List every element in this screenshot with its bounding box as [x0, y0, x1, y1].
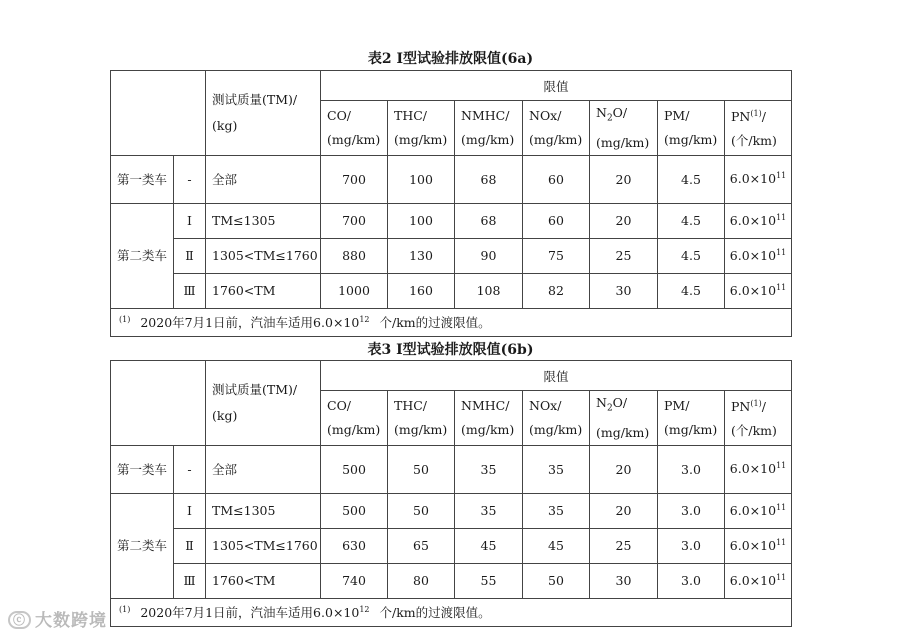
class1-label: 第一类车 — [111, 155, 174, 203]
value-cell: 700 — [321, 155, 388, 203]
value-cell: 45 — [523, 528, 590, 563]
value-cell: $6.0\times 10^{11}$ — [725, 238, 792, 273]
corner-cell — [111, 361, 206, 446]
tm-header: 测试质量(TM)/ (kg) — [206, 71, 321, 156]
value-cell: $6.0\times 10^{11}$ — [725, 155, 792, 203]
level-cell: - — [174, 155, 206, 203]
value-cell: 130 — [388, 238, 455, 273]
value-cell: 50 — [523, 563, 590, 598]
value-cell: 65 — [388, 528, 455, 563]
level-cell: Ⅲ — [174, 273, 206, 308]
class2-label: 第二类车 — [111, 203, 174, 308]
value-cell: 3.0 — [658, 528, 725, 563]
value-cell: 60 — [523, 155, 590, 203]
table-row — [111, 273, 792, 308]
value-cell: 90 — [455, 238, 523, 273]
pollutant-header-nox: NOx/ (mg/km) — [523, 391, 590, 446]
value-cell: 45 — [455, 528, 523, 563]
value-cell: 4.5 — [658, 273, 725, 308]
value-cell: 630 — [321, 528, 388, 563]
pollutant-header-n2o: $N_2O/$ (mg/km) — [590, 101, 658, 156]
pollutant-header-co: CO/ (mg/km) — [321, 101, 388, 156]
value-cell: 20 — [590, 493, 658, 528]
value-cell: 68 — [455, 203, 523, 238]
value-cell: 100 — [388, 155, 455, 203]
pollutant-header-pm: PM/ (mg/km) — [658, 391, 725, 446]
class2-label: 第二类车 — [111, 493, 174, 598]
value-cell: 500 — [321, 493, 388, 528]
value-cell: 4.5 — [658, 238, 725, 273]
value-cell: 35 — [523, 493, 590, 528]
emission-limits-table-6a — [110, 70, 792, 337]
pollutant-header-pn: PN$^{(1)}$/ (个/km) — [725, 101, 792, 156]
table-row — [111, 203, 792, 238]
value-cell: $6.0\times 10^{11}$ — [725, 445, 792, 493]
value-cell: 60 — [523, 203, 590, 238]
corner-cell — [111, 71, 206, 156]
value-cell: 700 — [321, 203, 388, 238]
value-cell: 55 — [455, 563, 523, 598]
value-cell: 20 — [590, 155, 658, 203]
footnote-row — [111, 308, 792, 336]
value-cell: 3.0 — [658, 493, 725, 528]
value-cell: 25 — [590, 528, 658, 563]
tm-cell: 1760<TM — [206, 273, 321, 308]
value-cell: 108 — [455, 273, 523, 308]
value-cell: 50 — [388, 493, 455, 528]
value-cell: 25 — [590, 238, 658, 273]
footnote: $^{(1)}$ 2020年7月1日前，汽油车适用$6.0\times 10^{12}$ 个/km的过渡限值。 — [111, 598, 792, 626]
tm-cell: TM≤1305 — [206, 493, 321, 528]
pollutant-header-nmhc: NMHC/ (mg/km) — [455, 101, 523, 156]
table-row — [111, 445, 792, 493]
table-row — [111, 563, 792, 598]
table-caption: 表2 Ⅰ型试验排放限值(6a) — [367, 51, 534, 67]
value-cell: 35 — [455, 493, 523, 528]
value-cell: 82 — [523, 273, 590, 308]
footnote: $^{(1)}$ 2020年7月1日前，汽油车适用$6.0\times 10^{12}$ 个/km的过渡限值。 — [111, 308, 792, 336]
pollutant-header-nmhc: NMHC/ (mg/km) — [455, 391, 523, 446]
value-cell: 35 — [455, 445, 523, 493]
value-cell: 30 — [590, 563, 658, 598]
watermark-text: 大数跨境 — [35, 611, 108, 631]
pollutant-header-thc: THC/ (mg/km) — [388, 101, 455, 156]
value-cell: 160 — [388, 273, 455, 308]
pollutant-header-pn: PN$^{(1)}$/ (个/km) — [725, 391, 792, 446]
value-cell: 500 — [321, 445, 388, 493]
value-cell: $6.0\times 10^{11}$ — [725, 528, 792, 563]
tm-cell: 1305<TM≤1760 — [206, 238, 321, 273]
emission-limits-table-6b — [110, 360, 792, 627]
value-cell: 75 — [523, 238, 590, 273]
tm-cell: 全部 — [206, 155, 321, 203]
table-row — [111, 238, 792, 273]
pollutant-header-nox: NOx/ (mg/km) — [523, 101, 590, 156]
value-cell: 20 — [590, 445, 658, 493]
tm-cell: 全部 — [206, 445, 321, 493]
value-cell: 20 — [590, 203, 658, 238]
watermark — [8, 606, 107, 631]
level-cell: - — [174, 445, 206, 493]
value-cell: 3.0 — [658, 445, 725, 493]
tm-cell: 1760<TM — [206, 563, 321, 598]
watermark-logo-icon: ⓒ — [8, 611, 31, 629]
value-cell: 30 — [590, 273, 658, 308]
level-cell: Ⅰ — [174, 203, 206, 238]
value-cell: 35 — [523, 445, 590, 493]
value-cell: 80 — [388, 563, 455, 598]
pollutant-header-co: CO/ (mg/km) — [321, 391, 388, 446]
level-cell: Ⅱ — [174, 238, 206, 273]
tm-cell: TM≤1305 — [206, 203, 321, 238]
value-cell: 50 — [388, 445, 455, 493]
value-cell: $6.0\times 10^{11}$ — [725, 563, 792, 598]
table-row — [111, 493, 792, 528]
value-cell: $6.0\times 10^{11}$ — [725, 273, 792, 308]
value-cell: 740 — [321, 563, 388, 598]
value-cell: $6.0\times 10^{11}$ — [725, 493, 792, 528]
limits-header: 限值 — [321, 71, 792, 101]
value-cell: 3.0 — [658, 563, 725, 598]
value-cell: 4.5 — [658, 155, 725, 203]
table-row — [111, 528, 792, 563]
tm-cell: 1305<TM≤1760 — [206, 528, 321, 563]
value-cell: 880 — [321, 238, 388, 273]
level-cell: Ⅲ — [174, 563, 206, 598]
value-cell: 68 — [455, 155, 523, 203]
level-cell: Ⅱ — [174, 528, 206, 563]
value-cell: 1000 — [321, 273, 388, 308]
value-cell: 100 — [388, 203, 455, 238]
limits-header: 限值 — [321, 361, 792, 391]
table-caption: 表3 Ⅰ型试验排放限值(6b) — [367, 342, 534, 358]
value-cell: $6.0\times 10^{11}$ — [725, 203, 792, 238]
class1-label: 第一类车 — [111, 445, 174, 493]
pollutant-header-pm: PM/ (mg/km) — [658, 101, 725, 156]
value-cell: 4.5 — [658, 203, 725, 238]
level-cell: Ⅰ — [174, 493, 206, 528]
footnote-row — [111, 598, 792, 626]
pollutant-header-n2o: $N_2O/$ (mg/km) — [590, 391, 658, 446]
tm-header: 测试质量(TM)/ (kg) — [206, 361, 321, 446]
pollutant-header-thc: THC/ (mg/km) — [388, 391, 455, 446]
table-row — [111, 155, 792, 203]
